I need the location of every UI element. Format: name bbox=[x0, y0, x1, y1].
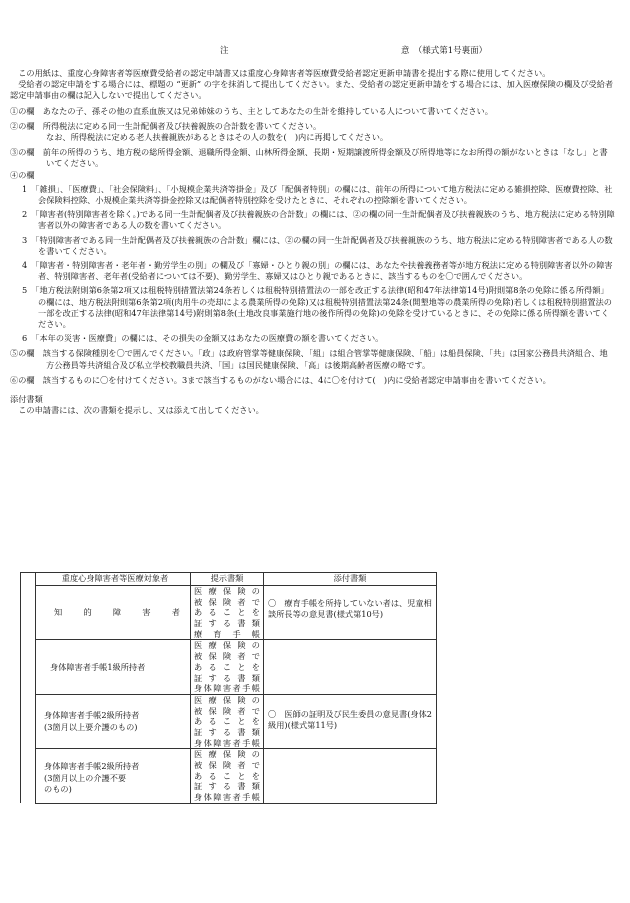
row-1-docs: 医療保険の 被保険者で あることを 証する書類 療育手帳 bbox=[191, 586, 264, 640]
row-1-attach: 〇 療育手帳を所持していない者は、児童相談所長等の意見書(様式第10号) bbox=[264, 586, 437, 640]
row-2-attach bbox=[264, 640, 437, 694]
section-4-item-6: 6 「本年の災害・医療費」の欄には、その損失の金額又はあなたの医療費の額を書いてください。 bbox=[22, 333, 384, 344]
section-3-label: ③の欄 bbox=[10, 147, 35, 158]
table-row bbox=[21, 749, 437, 803]
section-4-item-3: 3 「特別障害者である同一生計配偶者及び扶養親族の合計数」欄には、②の欄の同一生計配偶者及び扶養親族のうち、地方税法に定める特別障害者である人の数を書いてください。 bbox=[22, 234, 613, 256]
section-1 bbox=[10, 106, 615, 117]
section-6 bbox=[10, 375, 615, 386]
section-2-label: ②の欄 bbox=[10, 120, 35, 131]
row-4-target: 身体障害者手帳2級所持者 (3箇月以上の介護不要 のもの) bbox=[36, 749, 191, 803]
section-4-item-5: 5 「地方税法附則第6条第2項又は租税特別措置法第24条若しくは租税特別措置法の一部を改正する法律(昭和47年法律第14号)附則第8条の免除に係る所得額」の欄には、地方税法附則第6条第2項(肉用牛の売却による農業所得の免除)又は租税特別措置法第24条(開墾地等の農業所得の免除)若しくは租税特別措置法の一部を改正する法律(昭和47年法律第14号)附則第8条(土地改良事業施行地の後作所得の免除)の免除を受けているときに、その免除に係る所得額を書いてください。 bbox=[22, 285, 612, 330]
section-3 bbox=[10, 147, 615, 169]
row-3-docs: 医療保険の 被保険者で あることを 証する書類 身体障害者手帳 bbox=[191, 694, 264, 748]
section-2 bbox=[10, 121, 615, 132]
section-5-label: ⑤の欄 bbox=[10, 348, 35, 359]
table-header-target: 重度心身障害者等医療対象者 bbox=[36, 573, 191, 586]
row-2-docs: 医療保険の 被保険者で あることを 証する書類 身体障害者手帳 bbox=[191, 640, 264, 694]
intro-paragraph-2: 受給者の認定申請をする場合には、標題の “更新” の字を抹消して提出してください。また、受給者の認定更新申請をする場合には、加入医療保険の欄及び受給者認定申請事由の欄は記入しないで提出してください。 bbox=[10, 79, 614, 101]
section-2-text: 所得税法に定める同一生計配偶者及び扶養親族の合計数を書いてください。 bbox=[42, 120, 322, 131]
row-4-docs: 医療保険の 被保険者で あることを 証する書類 身体障害者手帳 bbox=[191, 749, 264, 803]
row-1-target: 知 的 障 害 者 bbox=[36, 586, 191, 640]
attachments-table bbox=[20, 572, 437, 804]
section-1-text: あなたの子、孫その他の直系血族又は兄弟姉妹のうち、主としてあなたの生計を維持している人について書いてください。 bbox=[42, 105, 493, 116]
title-left: 注 bbox=[220, 46, 229, 56]
row-4-attach bbox=[264, 749, 437, 803]
table-row bbox=[21, 586, 437, 640]
row-2-target: 身体障害者手帳1級所持者 bbox=[36, 640, 191, 694]
section-4-label: ④の欄 bbox=[10, 169, 35, 180]
attachments-heading: 添付書類 bbox=[10, 394, 43, 405]
section-3-text: 前年の所得のうち、地方税の総所得金額、退職所得金額、山林所得金額、長期・短期譲渡所得金額及び所得地等になお所得の額がないときは「なし」と書いてください。 bbox=[42, 147, 608, 169]
section-4-item-1: 1 「雑損」、「医療費」、「社会保険料」、「小規模企業共済等掛金」及び「配偶者特別」の欄には、前年の所得について地方税法に定める雑損控除、医療費控除、社会保険料控除、小規模企業共済等掛金控除又は配偶者特別控除を受けたときに、それぞれの控除額を書いてください。 bbox=[22, 183, 613, 206]
table-row bbox=[21, 694, 437, 748]
intro-paragraph-1: この用紙は、重度心身障害者等医療費受給者の認定申請書又は重度心身障害者等医療費受給者認定更新申請書を提出する際に使用してください。 bbox=[18, 68, 551, 78]
section-4-item-2: 2 「障害者(特別障害者を除く。)である同一生計配偶者及び扶養親族の合計数」の欄には、②の欄の同一生計配偶者及び扶養親族のうち、地方税法に定める特別障害者以外の障害者である人の数を書いてください。 bbox=[22, 209, 615, 231]
section-6-label: ⑥の欄 bbox=[10, 374, 35, 385]
section-5-text: 該当する保険種別を〇で囲んでください。「政」は政府管掌等健康保険、「組」は組合管掌等健康保険、「船」は船員保険、「共」は国家公務員共済組合、地方公務員等共済組合及び私立学校教職員共済、「国」は国民健康保険、「高」は後期高齢者医療の略です。 bbox=[42, 348, 608, 370]
section-5 bbox=[10, 348, 615, 370]
row-3-attach: 〇 医師の証明及び民生委員の意見書(身体2級用)(様式第11号) bbox=[264, 694, 437, 748]
instructions-body bbox=[10, 68, 615, 416]
section-6-text: 該当するものに〇を付けてください。3まで該当するものがない場合には、4に〇を付けて( )内に受給者認定申請事由を書いてください。 bbox=[42, 374, 551, 385]
table-header-row bbox=[21, 573, 437, 586]
section-1-label: ①の欄 bbox=[10, 105, 35, 116]
table-row bbox=[21, 640, 437, 694]
table-header-attach: 添付書類 bbox=[264, 573, 437, 586]
table-header-docs: 提示書類 bbox=[191, 573, 264, 586]
section-2-note: なお、所得税法に定める老人扶養親族があるときはその人の数を( )内に再掲してください。 bbox=[46, 132, 389, 143]
title-right: 意 （様式第1号裏面） bbox=[401, 46, 488, 56]
table-margin-cell bbox=[21, 573, 36, 804]
attachments-lead: この申請書には、次の書類を提示し、又は添えて出してください。 bbox=[18, 405, 264, 416]
row-3-target: 身体障害者手帳2級所持者 (3箇月以上要介護のもの) bbox=[36, 694, 191, 748]
section-4-item-4: 4 「障害者・特別障害者・老年者・勤労学生の別」の欄及び「寡婦・ひとり親の別」の欄には、あなたや扶養義務者等が地方税法に定める特別障害者以外の障害者、特別障害者、老年者(受給者については不要)、勤労学生、寡婦又はひとり親であるときに、該当するものを〇で囲んでください。 bbox=[22, 260, 613, 282]
